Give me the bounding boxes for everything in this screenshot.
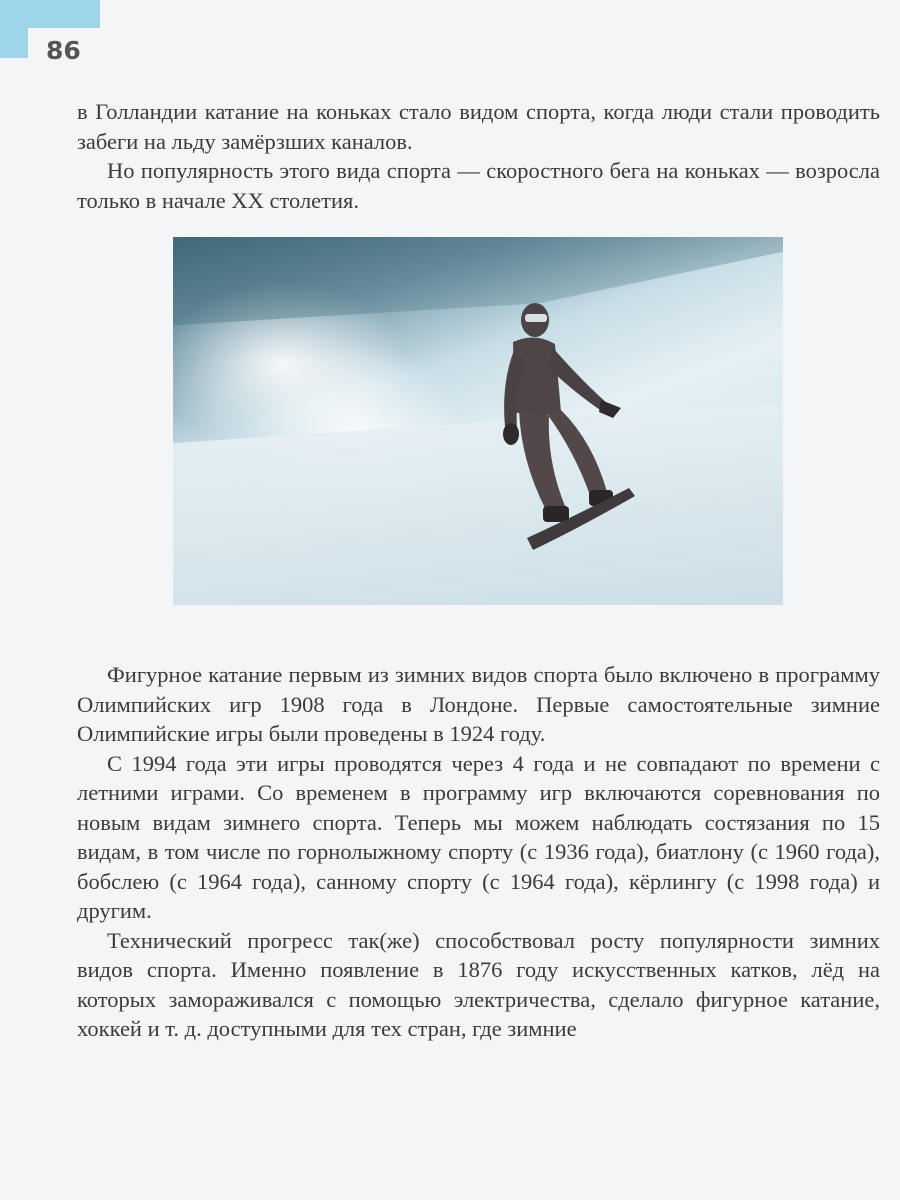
paragraph-figure-skating: Фигурное катание первым из зимних видов спорта было включено в программу Олимпийских игр 1908 года в Лондоне. Первые самостоятельные зимние Олимпийские игры были проведены в 1924 году.: [77, 662, 880, 746]
paragraph-popularity: Но популярность этого вида спорта — скоростного бега на коньках — возросла только в начале XX столетия.: [77, 158, 880, 213]
corner-tab-edge: [0, 0, 28, 58]
paragraph-holland: в Голландии катание на коньках стало видом спорта, когда люди стали проводить забеги на льду замёрзших каналов.: [77, 99, 880, 154]
top-text: [77, 97, 880, 215]
snowboarder-figure: [443, 292, 643, 582]
bottom-text: [77, 660, 880, 1044]
paragraph-technical-progress: Технический прогресс так(же) способствовал росту популярности зимних видов спорта. Именно появление в 1876 году искусственных катков, лёд на которых замораживался с помощью электричества, сделало фигурное катание, хоккей и т. д. доступными для тех стран, где зимние: [77, 927, 880, 1041]
page-number: 86: [46, 36, 81, 65]
paragraph-olympics-since-1994: С 1994 года эти игры проводятся через 4 года и не совпадают по времени с летними играми. Со временем в программу игр включаются соревнования по новым видам зимнего спорта. Теперь мы можем наблюдать состязания по 15 видам, в том числе по горнолыжному спорту (с 1936 года), биатлону (с 1960 года), бобслею (с 1964 года), санному спорту (с 1964 года), кёрлингу (с 1998 года) и другим.: [77, 750, 880, 923]
snowboarder-photo: [173, 237, 783, 605]
